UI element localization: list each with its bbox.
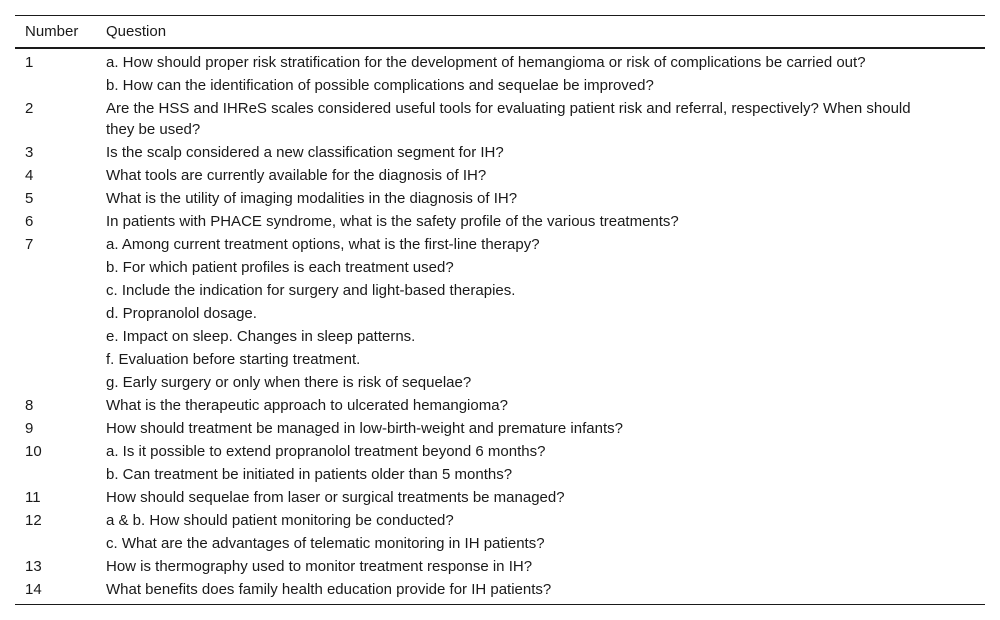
table-row — [15, 509, 985, 532]
table-row — [15, 302, 985, 325]
row-question: e. Impact on sleep. Changes in sleep patterns. — [106, 328, 416, 345]
row-number — [15, 532, 106, 555]
table-body — [15, 48, 985, 605]
row-question: a. How should proper risk stratification for the development of hemangioma or risk of complications be carried out? — [106, 54, 866, 71]
row-number: 12 — [25, 512, 42, 529]
table-row — [15, 532, 985, 555]
row-question: In patients with PHACE syndrome, what is the safety profile of the various treatments? — [106, 213, 679, 230]
row-number — [15, 463, 106, 486]
row-question: g. Early surgery or only when there is risk of sequelae? — [106, 374, 472, 391]
row-number: 6 — [25, 213, 34, 230]
table-row — [15, 440, 985, 463]
row-question: How is thermography used to monitor treatment response in IH? — [106, 558, 533, 575]
row-number — [15, 302, 106, 325]
table-row — [15, 348, 985, 371]
row-question: a. Is it possible to extend propranolol treatment beyond 6 months? — [106, 443, 546, 460]
row-number: 10 — [25, 443, 42, 460]
table-row — [15, 578, 985, 605]
row-question: What is the therapeutic approach to ulcerated hemangioma? — [106, 397, 508, 414]
table-row — [15, 97, 985, 141]
row-number: 2 — [25, 100, 34, 117]
row-question: b. Can treatment be initiated in patients older than 5 months? — [106, 466, 513, 483]
table-row — [15, 371, 985, 394]
table-row — [15, 555, 985, 578]
row-question: b. For which patient profiles is each treatment used? — [106, 259, 454, 276]
row-number — [15, 325, 106, 348]
table-row — [15, 417, 985, 440]
row-number: 4 — [25, 167, 34, 184]
row-number: 7 — [25, 236, 34, 253]
row-question: c. What are the advantages of telematic monitoring in IH patients? — [106, 535, 545, 552]
row-number: 13 — [25, 558, 42, 575]
row-question: What is the utility of imaging modalities in the diagnosis of IH? — [106, 190, 518, 207]
table-row — [15, 48, 985, 74]
row-number: 3 — [25, 144, 34, 161]
row-question: a. Among current treatment options, what is the first-line therapy? — [106, 236, 540, 253]
table-row — [15, 74, 985, 97]
table-row — [15, 463, 985, 486]
row-question: a & b. How should patient monitoring be conducted? — [106, 512, 454, 529]
row-number: 9 — [25, 420, 34, 437]
questions-table-container — [15, 15, 985, 605]
row-number: 14 — [25, 581, 42, 598]
row-question: What benefits does family health education provide for IH patients? — [106, 581, 552, 598]
table-row — [15, 325, 985, 348]
table-row — [15, 279, 985, 302]
row-question: Are the HSS and IHReS scales considered useful tools for evaluating patient risk and referral, respectively? When should they be used? — [106, 100, 911, 138]
table-header-row — [15, 16, 985, 49]
table-row — [15, 256, 985, 279]
row-number — [15, 371, 106, 394]
table-row — [15, 394, 985, 417]
table-row — [15, 233, 985, 256]
row-question: f. Evaluation before starting treatment. — [106, 351, 361, 368]
row-number: 8 — [25, 397, 34, 414]
table-row — [15, 486, 985, 509]
row-question: How should sequelae from laser or surgical treatments be managed? — [106, 489, 565, 506]
row-question: c. Include the indication for surgery and light-based therapies. — [106, 282, 516, 299]
table-row — [15, 141, 985, 164]
row-question: d. Propranolol dosage. — [106, 305, 257, 322]
table-row — [15, 210, 985, 233]
header-number: Number — [25, 23, 79, 40]
row-number — [15, 256, 106, 279]
row-number: 1 — [25, 54, 34, 71]
row-question: Is the scalp considered a new classification segment for IH? — [106, 144, 504, 161]
row-question: b. How can the identification of possible complications and sequelae be improved? — [106, 77, 654, 94]
table-row — [15, 164, 985, 187]
row-number: 5 — [25, 190, 34, 207]
table-row — [15, 187, 985, 210]
row-question: How should treatment be managed in low-birth-weight and premature infants? — [106, 420, 623, 437]
header-question: Question — [106, 23, 167, 40]
row-number: 11 — [25, 489, 41, 506]
row-number — [15, 348, 106, 371]
row-question: What tools are currently available for the diagnosis of IH? — [106, 167, 487, 184]
row-number — [15, 74, 106, 97]
questions-table — [15, 15, 985, 605]
row-number — [15, 279, 106, 302]
